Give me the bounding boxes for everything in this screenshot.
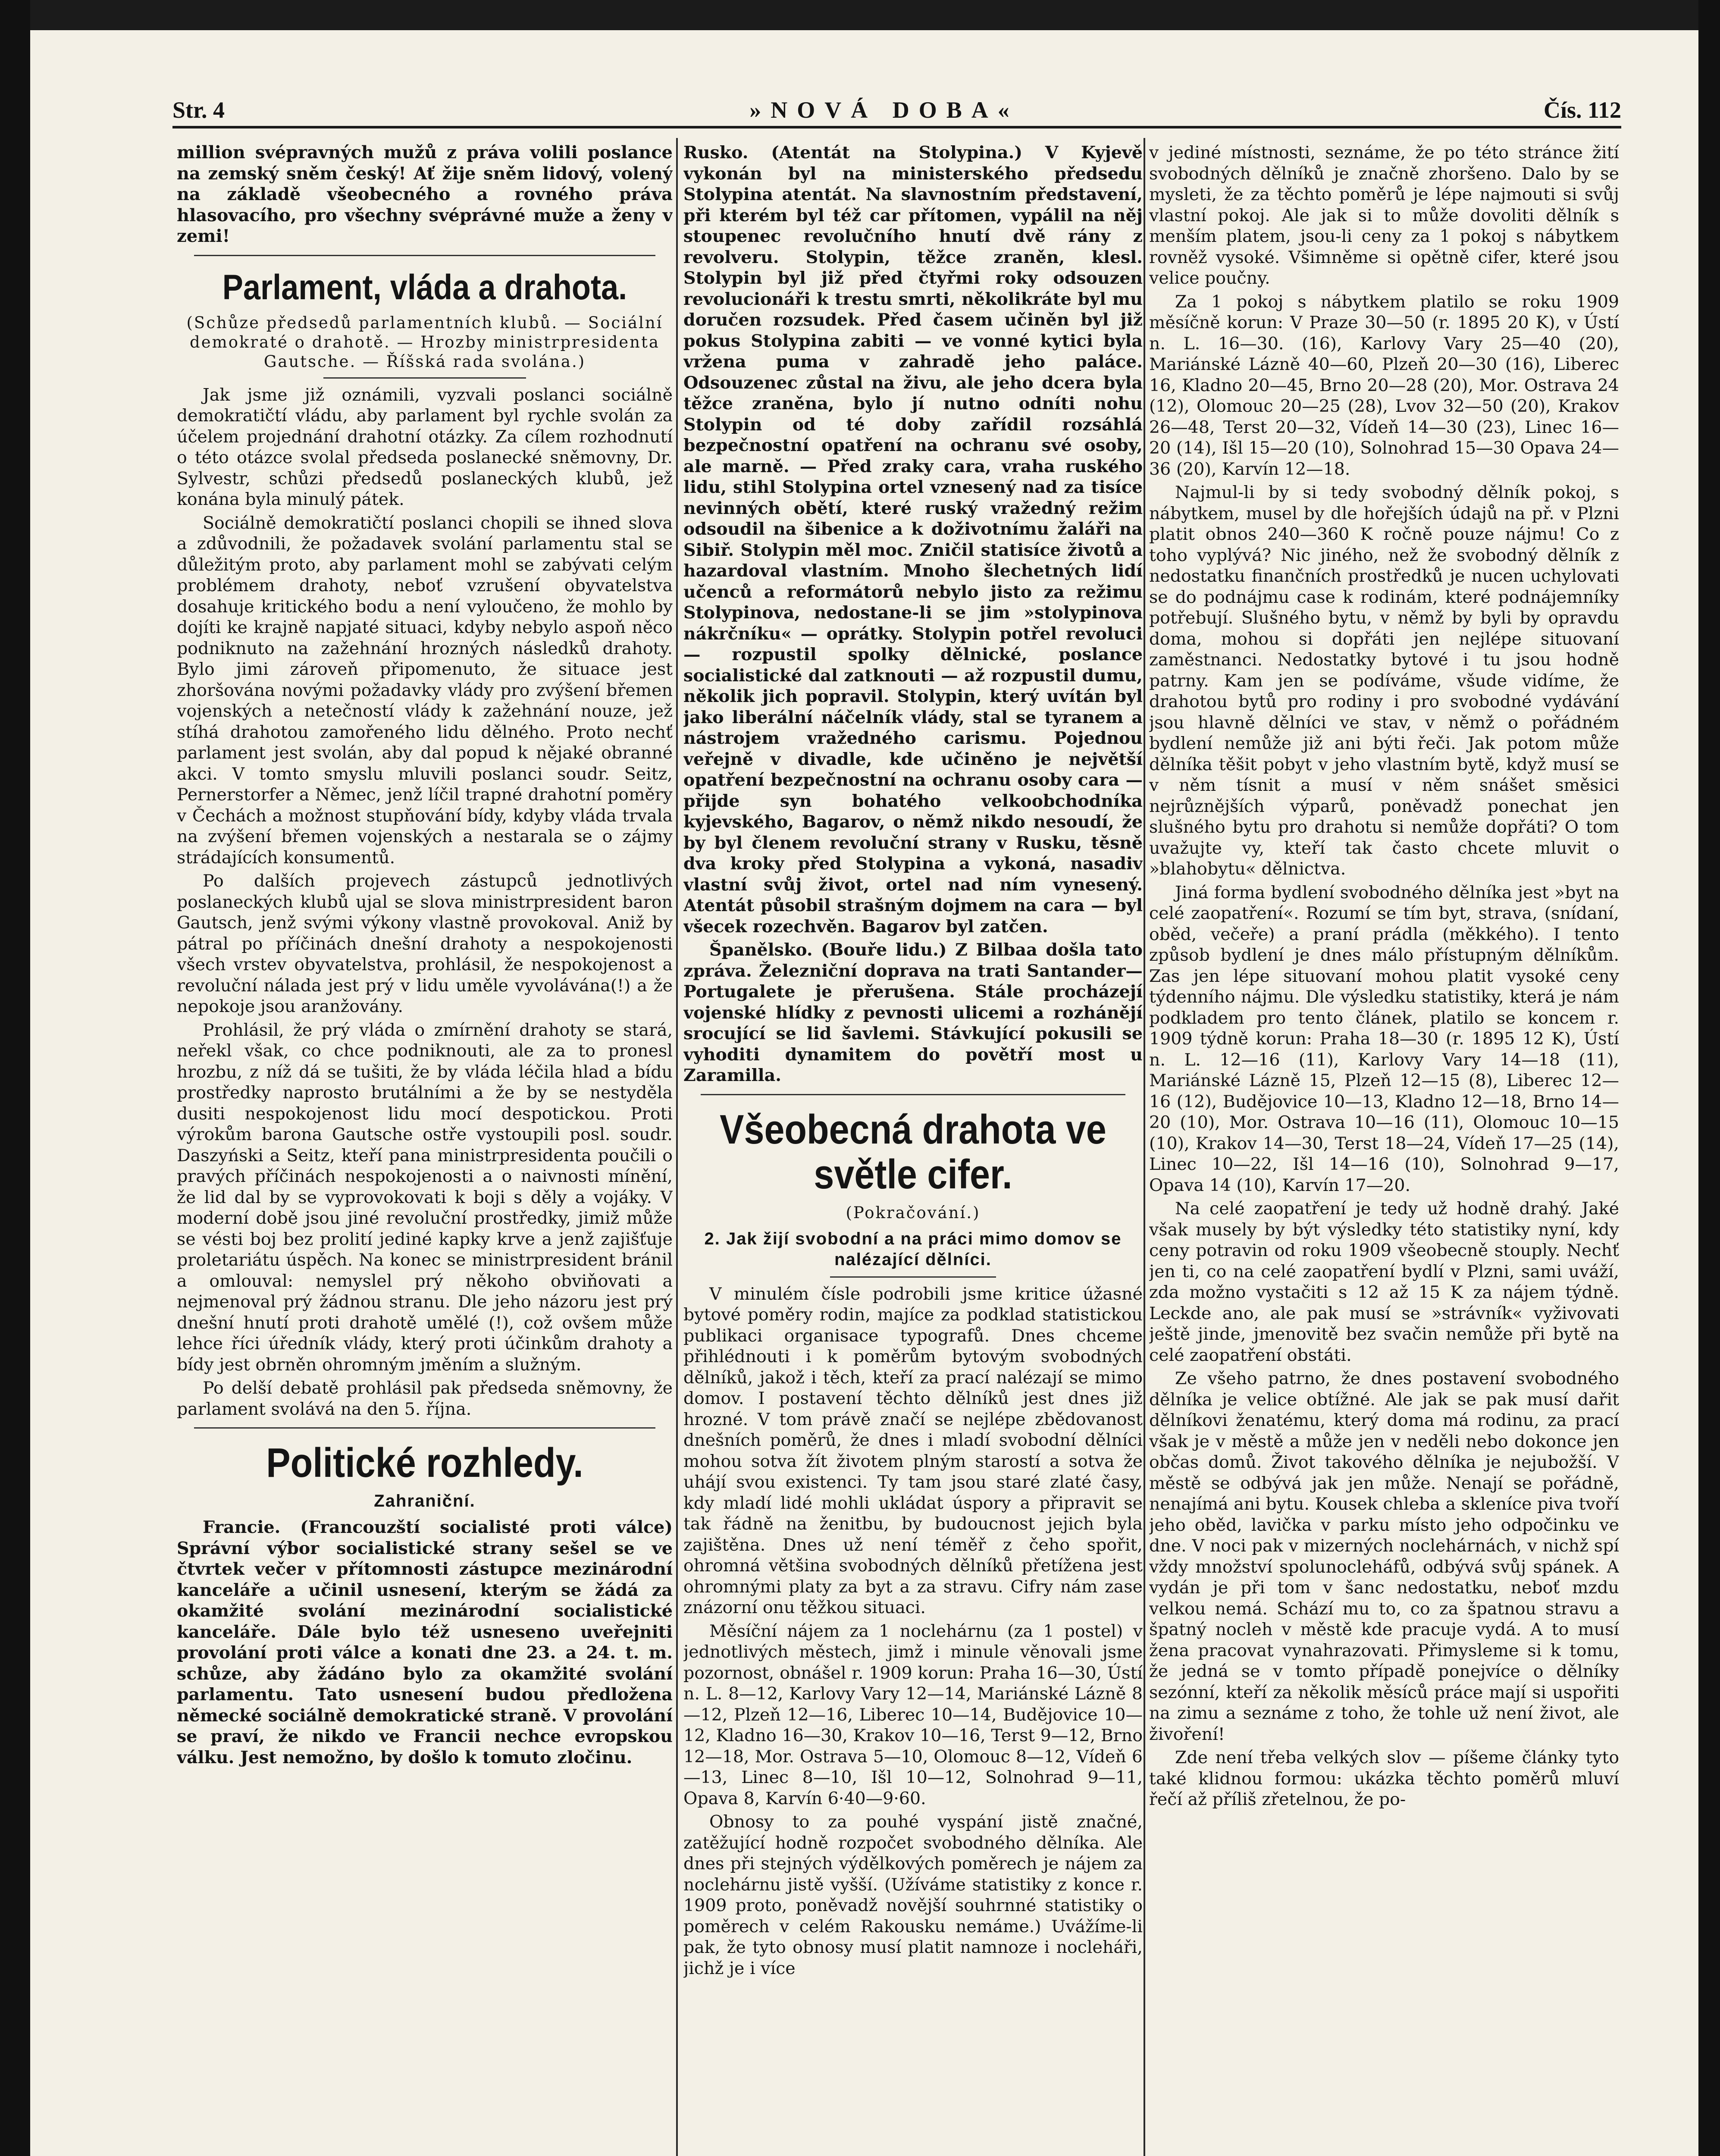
article-subheading: (Schůze předsedů parlamentních klubů. — Sociální demokraté o drahotě. — Hrozby ministrpresidenta Gautsche. — Říšská rada svolána.)	[186, 313, 663, 371]
paragraph: Zde není třeba velkých slov — píšeme články tyto také klidnou formou: ukázka těchto poměrů mluví řečí až příliš zřetelnou, že po-	[1149, 1748, 1619, 1809]
column-rule	[1144, 138, 1145, 2156]
paragraph: Ze všeho patrno, že dnes postavení svobodného dělníka je velice obtížné. Ale jak se pak musí dařit dělníkovi ženatému, který doma má rodinu, za prací však je v městě a může jen v neděli nebo dokonce jen občas domů. Život takového dělníka je nejubožší. V městě se odbývá jak jen může. Nenají se pořádně, nenajímá ani bytu. Kousek chleba a skleníce piva tvoří jeho oběd, lavička v parku místo jeho odpočinku ve dne. V noci pak v mizerných noclehárnách, v nichž spí vždy množství spolunocleháfů, odbývá svůj spánek. A vydán je při tom v šanc nedostatku, neboť mzdu velkou nemá. Schází mu to, co za špatnou stravu a špatný nocleh v městě kde pracuje vydá. A to musí žena pracovat vynahrazovati. Přimysleme si k tomu, že jedná se v tomto případě ponejvíce o dělníky sezónní, kteří za několik měsíců práce mají si uspořiti na zimu a seznáme z toho, že tohle už není život, ale živoření!	[1149, 1369, 1619, 1744]
paragraph: Španělsko. (Bouře lidu.) Z Bilbaa došla tato zpráva. Železniční doprava na trati Santander—Portugalete je přerušena. Stále procházejí vojenské hlídky z pevnosti ulicemi a rozhánějí srocující se lid šavlemi. Stávkující pokusili se vyhoditi dynamitem do povětří most u Zaramilla.	[683, 940, 1143, 1085]
masthead	[172, 93, 1621, 127]
paragraph: Sociálně demokratičtí poslanci chopili se ihned slova a zdůvodnili, že požadavek svolání parlamentu stal se důležitým proto, aby parlament mohl se zabývati celým problémem drahoty, neboť vzrušení obyvatelstva dosahuje kritického bodu a není vyloučeno, že mohlo by dojíti ke krajně napjaté situaci, kdyby nebylo aspoň něco podniknuto na zažehnání hrozných následků drahoty. Bylo jimi zároveň připomenuto, že situace jest zhoršována novými požadavky vlády pro zvýšení břemen vojenských a netečností vlády k zažehnání nouze, jež stíhá drahotou zamořeného lidu dělného. Proto nechť parlament jest svolán, aby dal popud k nějaké obranné akci. V tomto smyslu mluvili poslanci soudr. Seitz, Pernerstorfer a Němec, jenž líčil trapné drahotní poměry v Čechách a možnost stupňování bídy, kdyby vláda trvala na zvýšení břemen vojenských a nestarala se o zájmy strádajících konsumentů.	[177, 513, 673, 868]
divider	[830, 1276, 996, 1278]
paragraph: Rusko. (Atentát na Stolypina.) V Kyjevě vykonán byl na ministerského předsedu Stolypina atentát. Na slavnostním představení, při kterém byl též car přítomen, vypálil na něj stoupenec revolučního hnutí dvě rány z revolveru. Stolypin, těžce zraněn, klesl. Stolypin byl již před čtyřmi roky odsouzen revolucionáři k trestu smrti, několikráte byl mu doručen rozsudek. Před časem učiněn byl již pokus Stolypina zabiti — ve vonné kytici byla vržena puma v zahradě jeho paláce. Odsouzenec zůstal na živu, ale jeho dcera byla těžce zraněna, bylo jí nutno odníti nohu Stolypin od té doby zařídil rozsáhlá bezpečnostní opatření na ochranu své osoby, ale marně. — Před zraky cara, vraha ruského lidu, stihl Stolypina ortel vznesený nad za tisíce nevinných obětí, které ruský vražedný režim odsoudil na šibenice a k doživotnímu žaláři na Sibiř. Stolypin měl moc. Zničil statisíce životů a hazardoval vlastním. Mnoho šlechetných lidí učenců a reformátorů nebylo jisto za režimu Stolypinova, nedostane-li se jim »stolypinova nákrčníku« — oprátky. Stolypin potřel revoluci — rozpustil spolky dělnické, poslance socialistické dal zatknouti — až rozpustil dumu, několik jich popravil. Stolypin, který uvítán byl jako liberální náčelník vlády, stal se tyranem a nástrojem vražedného carismu. Pojednou veřejně v divadle, kde učiněno je největší opatření bezpečnostní na ochranu osoby cara — přijde syn bohatého velkoobchodníka kyjevského, Bagarov, o němž nikdo nesoudí, že by byl členem revoluční strany v Rusku, těsně dva kroky před Stolypina a vykoná, nasadiv vlastní svůj život, ortel nad ním vynesený. Atentát působil strašným dojmem na cara — byl všecek rozechvěn. Bagarov byl zatčen.	[683, 143, 1143, 937]
paragraph: Na celé zaopatření je tedy už hodně drahý. Jaké však musely by být výsledky této statistiky nyní, kdy ceny potravin od roku 1909 všeobecně stouply. Nechť jen ti, co na celé zaopatření bydlí v Plzni, sami uváží, zda možno vystačiti s 12 až 15 K za nájem týdně. Leckde ano, ale pak musí se »strávník« vyživovati ještě jinde, jmenovitě bez svačin nemůže při bytě na celé zaopatření obstáti.	[1149, 1199, 1619, 1365]
paragraph: Obnosy to za pouhé vyspání jistě značné, zatěžující hodně rozpočet svobodného dělníka. Ale dnes při stejných výdělkových poměrech je nájem za noclehárnu jistě vyšší. (Užíváme statistiky z konce r. 1909 proto, poněvadž novější souhrnné statistiky o poměrech v celém Rakousku nemáme.) Uvážíme-li pak, že tyto obnosy musí platit namnoze i nocleháři, jichž je i více	[683, 1812, 1143, 1978]
column-2	[683, 142, 1143, 2156]
section-label: Zahraniční.	[374, 1492, 476, 1510]
paragraph: Jak jsme již oznámili, vyzvali poslanci sociálně demokratičtí vládu, aby parlament byl rychle svolán za účelem projednání drahotní otázky. Za cílem rozhodnutí o této otázce svolal předseda poslanecké sněmovny, Dr. Sylvestr, schůzi předsedů poslaneckých klubů, jež konána byla minulý pátek.	[177, 385, 673, 509]
column-1	[177, 142, 673, 2156]
paragraph: Prohlásil, že prý vláda o zmírnění drahoty se stará, neřekl však, co chce podniknouti, ale za to pronesl hrozbu, z níž dá se tušiti, že by vláda léčila hlad a bídu prostředky naprosto brutálními a že by se nestyděla dusiti nespokojenost lidu mocí despotickou. Proti výrokům barona Gautsche ostře vystoupili posl. soudr. Daszyński a Seitz, kteří pana ministrpresidenta poučili o pravých příčinách nespokojenosti a o naivnosti mínění, že lid dal by se vyprovokovati k boji s děly a vojáky. V moderní době jsou jiné revoluční prostředky, jimiž může se vésti boj bez prolití jediné kapky krve a jenž zajišťuje proletariátu úspěch. Na konec se ministrpresident bránil a omlouval: nemyslel prý někoho obviňovati a nejmenoval prý žádnou stranu. Dle jeho názoru jest prý dnešní hnutí proti drahotě umělé (!), což ovšem může lehce říci úředník vlády, který proti účinkům drahoty a bídy jest obrněn ohromným jměním a služným.	[177, 1020, 673, 1375]
scan-border-right	[1698, 0, 1720, 2156]
paragraph: V minulém čísle podrobili jsme kritice úžasné bytové poměry rodin, majíce za podklad statistickou publikaci organisace typografů. Dnes chceme přihlédnouti i k poměrům bytovým svobodných dělníků, jakož i těch, kteří za prací nalézají se mimo domov. I postavení těchto dělníků jest dnes již hrozné. V tom právě značí se nejlépe zbědovanost dnešních poměrů, že dnes i mladí svobodní dělníci mohou sotva žít životem plným starostí a sotva že uhájí svou existenci. Ty tam jsou staré zlaté časy, kdy mladí lidé mohli ukládat úspory a připravit se tak řádně na ženitbu, by budoucnost jejich byla zajištěna. Dnes už není téměř z čeho spořit, ohromná většina svobodných dělníků přetížena jest ohromnými platy za byt a za stravu. Cifry nám zase znázorní onu těžkou situaci.	[683, 1284, 1143, 1617]
section-headline: Politické rozhledy.	[266, 1440, 583, 1486]
issue-number: Čís. 112	[1543, 97, 1621, 123]
paragraph: Měsíční nájem za 1 noclehárnu (za 1 postel) v jednotlivých městech, jimž i minule věnovali jsme pozornost, obnášel r. 1909 korun: Praha 16—30, Ústí n. L. 8—12, Karlovy Vary 12—14, Mariánské Lázně 8—12, Plzeň 12—16, Liberec 10—14, Budějovice 10—12, Kladno 16—30, Krakov 10—16, Terst 9—12, Brno 12—18, Mor. Ostrava 5—10, Olomouc 8—12, Vídeň 6—13, Linec 8—10, Išl 10—12, Solnohrad 9—11, Opava 8, Karvín 6·40—9·60.	[683, 1621, 1143, 1808]
scan-border-top	[0, 0, 1720, 30]
masthead-rule	[172, 126, 1621, 128]
paragraph: Najmul-li by si tedy svobodný dělník pokoj, s nábytkem, musel by dle hořejších údajů na př. v Plzni platit obnos 240—360 K ročně pouze nájmu! Co z toho vyplývá? Nic jiného, než že svobodný dělník z nedostatku finančních prostředků je nucen uchylovati se do podnájmu case k rodinám, které podnájemníky potřebují. Slušného bytu, v němž by byli by opravdu doma, mohou si dopřáti jen nejlépe situovaní zaměstnanci. Nedostatky bytové i tu jsou hodně patrny. Kam jen se podíváme, všude vidíme, že drahotou bytů pro rodiny i pro svobodné vydávání jsou hlavně dělníci ve stav, v němž o pořádném bydlení nemůže již ani býti řeči. Jak potom může dělníka těšit pobyt v jeho vlastním bytě, když musí se v něm tísnit a musí v něm snášet směsici nejrůznějších výparů, poněvadž ponechat jen slušného bytu pro drahotu si nemůže dopřáti? O tom uvažujte vy, kteří tak často chcete mluvit o »blahobytu« dělnictva.	[1149, 483, 1619, 879]
article-headline: Všeobecná drahota ve světle cifer.	[720, 1106, 1106, 1197]
paragraph: Francie. (Francouzští socialisté proti válce) Správní výbor socialistické strany sešel se ve čtvrtek večer v přítomnosti zástupce mezinárodní kanceláře a učinil usnesení, kterým se žádá za okamžité svolání mezinárodní socialistické kanceláře. Dále bylo též usneseno uveřejniti provolání proti válce a konati dne 23. a 24. t. m. schůze, aby žádáno bylo za okamžité svolání parlamentu. Tato usnesení budou předložena německé sociálně demokratické straně. V provolání se praví, že nikdo ve Francii nechce evropskou válku. Jest nemožno, by došlo k tomuto zločinu.	[177, 1517, 673, 1767]
column-rule	[676, 138, 678, 2156]
column-3	[1149, 142, 1619, 2156]
paragraph: v jediné místnosti, seznáme, že po této stránce žití svobodných dělníků je značně zhoršeno. Dalo by se mysleti, že za těchto poměrů je lépe najmouti si svůj vlastní pokoj. Ale jak si to může dovoliti dělník s menším platem, jsou-li ceny za 1 pokoj s nábytkem rovněž vysoké. Všimněme si opětně cifer, které jsou velice poučny.	[1149, 143, 1619, 288]
paragraph: Po dalších projevech zástupců jednotlivých poslaneckých klubů ujal se slova ministrpresident baron Gautsch, jenž svými výkony vlastně provokoval. Aniž by pátral po příčinách dnešní drahoty a nespokojenosti všech vrstev obyvatelstva, prohlásil, že nespokojenost a revoluční nálada jest prý v lidu uměle vyvolávána(!) a že nepokoje jsou aranžovány.	[177, 871, 673, 1016]
divider	[323, 377, 526, 379]
divider	[194, 255, 655, 256]
divider	[194, 1427, 655, 1429]
newspaper-title: »NOVÁ DOBA«	[749, 97, 1019, 123]
article-subheading: 2. Jak žijí svobodní a na práci mimo domov se nalézající dělníci.	[704, 1229, 1122, 1269]
paragraph: Po delší debatě prohlásil pak předseda sněmovny, že parlament svolává na den 5. října.	[177, 1378, 673, 1419]
intro-paragraph: million svépravných mužů z práva volili poslance na zemský sněm český! Ať žije sněm lidový, volený na základě všeobecného a rovného práva hlasovacího, pro všechny svéprávné muže a ženy v zemi!	[177, 142, 673, 246]
divider	[701, 1094, 1125, 1095]
paragraph: Jiná forma bydlení svobodného dělníka jest »byt na celé zaopatření«. Rozumí se tím byt, strava, (snídaní, oběd, večeře) a praní prádla (měkkého). I tento způsob bydlení je dnes málo přístupným dělníkům. Zas jen lépe situovaní mohou platit vysoké ceny týdenního nájmu. Dle výsledku statistiky, která je nám podkladem pro tento článek, platilo se koncem r. 1909 týdně korun: Praha 18—30 (r. 1895 12 K), Ústí n. L. 12—16 (11), Karlovy Vary 14—18 (11), Mariánské Lázně 15, Plzeň 12—15 (8), Liberec 12—16 (12), Budějovice 10—13, Kladno 12—18, Brno 14—20 (10), Mor. Ostrava 10—16 (11), Olomouc 10—15 (10), Krakov 14—30, Terst 18—24, Vídeň 17—25 (14), Linec 10—22, Išl 14—16 (10), Solnohrad 9—17, Opava 14 (10), Karvín 17—20.	[1149, 882, 1619, 1195]
paragraph: Za 1 pokoj s nábytkem platilo se roku 1909 měsíčně korun: V Praze 30—50 (r. 1895 20 K), v Ústí n. L. 16—30. (16), Karlovy Vary 25—40 (20), Mariánské Lázně 40—60, Plzeň 20—30 (16), Liberec 16, Kladno 20—45, Brno 20—28 (20), Mor. Ostrava 24 (12), Olomouc 20—25 (28), Lvov 32—50 (20), Krakov 26—48, Terst 20—32, Vídeň 14—30 (23), Linec 16—20 (14), Išl 15—20 (10), Solnohrad 15—30 Opava 24—36 (20), Karvín 12—18.	[1149, 291, 1619, 479]
page-number: Str. 4	[172, 97, 225, 123]
continued-note: (Pokračování.)	[846, 1203, 981, 1222]
scan-border-left	[0, 0, 30, 2156]
article-headline: Parlament, vláda a drahota.	[222, 267, 627, 307]
